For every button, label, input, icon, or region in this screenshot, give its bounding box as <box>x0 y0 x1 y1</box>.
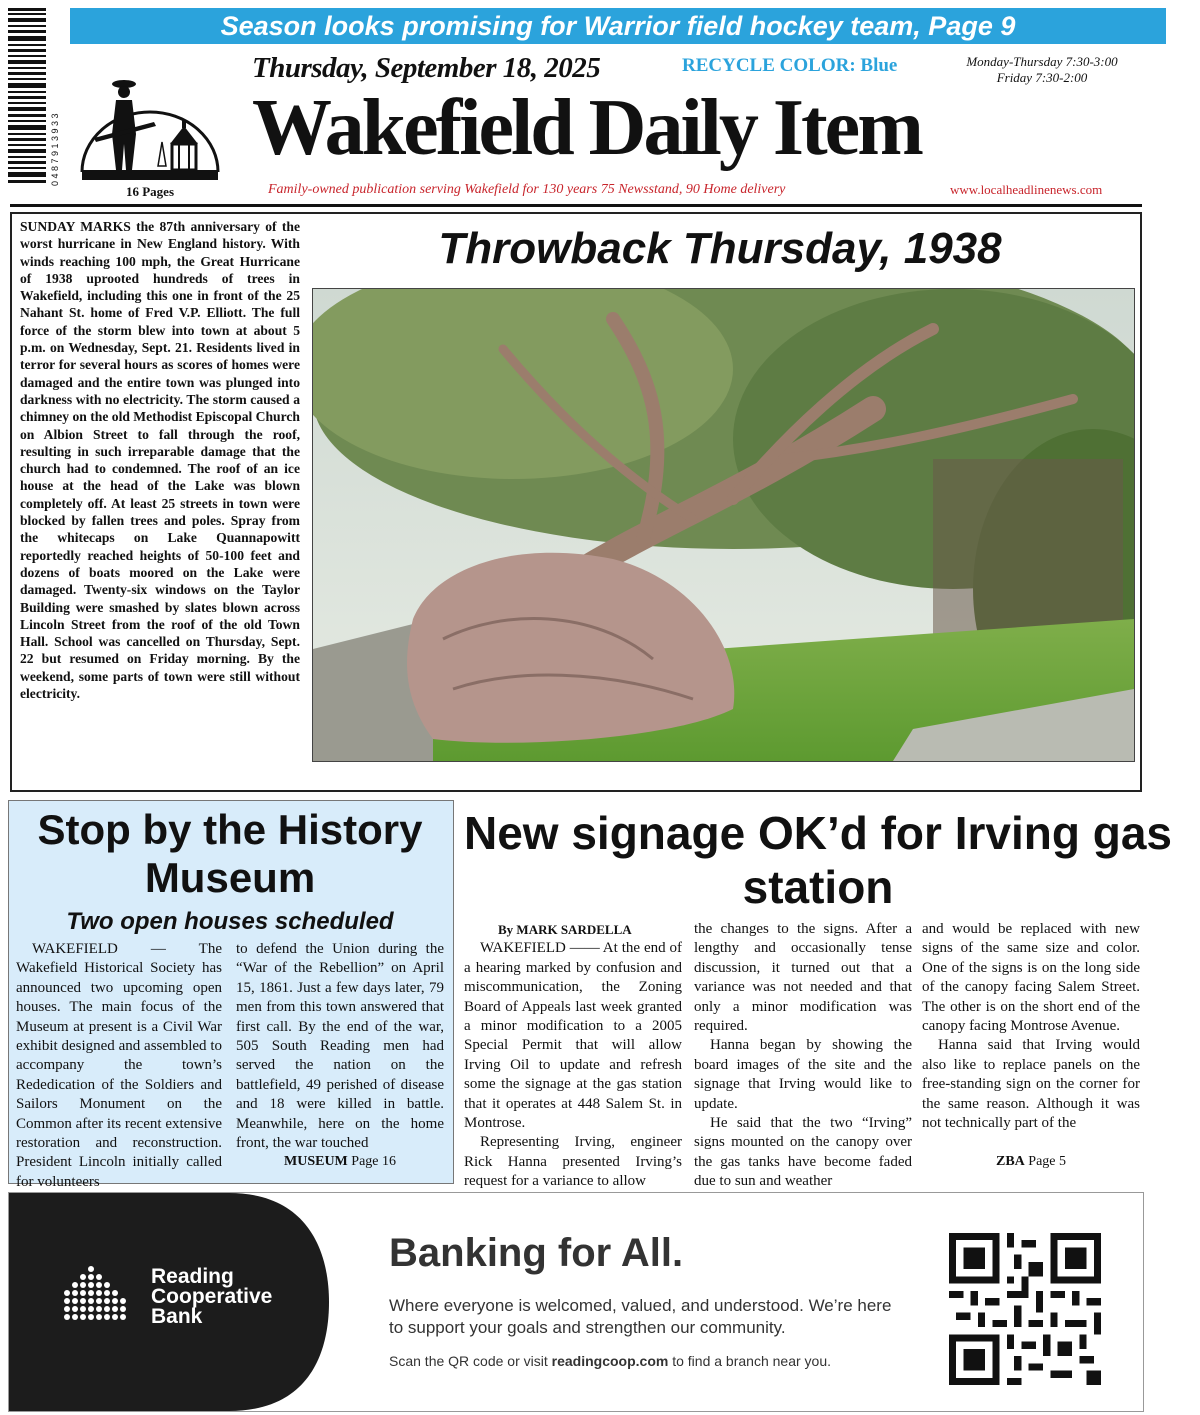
ad-url-link[interactable]: readingcoop.com <box>551 1353 669 1369</box>
signage-paragraph: He said that the two “Irving” signs mounted on the canopy over the gas tanks have become faded due to sun and weather <box>694 1115 912 1190</box>
cta-text: Scan the QR code or visit <box>389 1353 552 1369</box>
throwback-caption: SUNDAY MARKS the 87th anniversary of the worst hurricane in New England history. With winds reaching 100 mph, the Great Hurricane of 1938 uprooted hundreds of trees in Wakefield, including this one in front of the 25 Nahant St. home of Fred V.P. Elliott. The full force of the storm blew into town at about 5 p.m. on Wednesday, Sept. 21. Residents lived in terror for several hours as scores of homes were damaged and the entire town was plunged into darkness with no electricity. The storm caused a chimney on the old Methodist Episcopal Church on Albion Street to fall through the roof, resulting in such irreparable damage that the church had to condemned. The roof of an ice house at the head of the Lake was blown completely off. At least 25 streets in town were blocked by fallen trees and poles. Spray from the whitecaps on Lake Quannapowitt reportedly reached heights of 50-100 feet and dozens of boats moored on the Lake were damaged. Twenty-six windows on the Taylor Building were smashed by slates blown across Lincoln Street from the roof of the old Town Hall. School was cancelled on Thursday, Sept. 22 but resumed on Friday morning. By the weekend, some parts of town were still without electricity. <box>20 219 300 702</box>
signage-paragraph: Representing Irving, engineer Rick Hanna presented Irving’s request for a variance to allow <box>464 1134 682 1190</box>
fallen-tree-photo[interactable] <box>312 288 1135 762</box>
bank-name-line: Bank <box>151 1305 203 1328</box>
barcode <box>6 8 64 188</box>
signage-column-2 <box>694 920 912 1192</box>
bank-advertisement[interactable] <box>8 1192 1144 1412</box>
museum-column-2 <box>236 940 444 1153</box>
office-hours <box>942 54 1142 86</box>
website-link[interactable]: www.localheadlinenews.com <box>950 182 1103 197</box>
masthead-rule <box>10 204 1142 207</box>
hours-weekday: Monday-Thursday 7:30-3:00 <box>966 54 1118 69</box>
recycle-color: RECYCLE COLOR: Blue <box>682 55 898 76</box>
ad-headline: Banking for All. <box>389 1231 684 1275</box>
museum-subhead: Two open houses scheduled <box>66 908 394 935</box>
signage-jump-key: ZBA <box>995 1154 1025 1169</box>
signage-paragraph: the changes to the signs. After a lengthy and occasionally tense discussion, it turned out that a variance was not needed and that only a minor modification was required. <box>694 921 912 1035</box>
barcode-digits: 0 4 8 7 9 1 3 9 3 3 <box>50 113 60 186</box>
museum-paragraph: WAKEFIELD — The Wakefield Historical Society has announced two upcoming open houses. The main focus of the Museum at present is a Civil War exhibit designed and assembled to accompany the town’s Rededication of the Soldiers and Sailors Monument on the Common after its recent extensive restoration and reconstruction. President Lincoln initially called for volunteers <box>16 941 222 1190</box>
signage-jump[interactable] <box>922 1154 1140 1170</box>
museum-paragraph: to defend the Union during the “War of the Rebellion” on April 15, 1861. Just a few days later, 79 men from this town answered that first call. By the end of the war, 505 South Reading men had served the nation on the battlefield, 49 perished of disease and 18 were killed in battle. Meanwhile, here on the home front, the war touched <box>236 941 444 1152</box>
museum-headline[interactable]: Stop by the History Museum <box>37 806 423 901</box>
signage-paragraph: Hanna began by showing the board images of the site and the signage that Irving would like to update. <box>694 1037 912 1112</box>
museum-column-1 <box>16 940 222 1192</box>
signage-column-3 <box>922 920 1140 1133</box>
museum-jump-page: Page 16 <box>351 1154 396 1169</box>
bank-name-line: Reading <box>151 1265 234 1288</box>
signage-jump-page: Page 5 <box>1028 1154 1066 1169</box>
hours-friday: Friday 7:30-2:00 <box>996 70 1088 85</box>
minuteman-logo <box>74 54 226 188</box>
signage-paragraph: WAKEFIELD —— At the end of a hearing marked by confusion and miscommunication, the Zoning Board of Appeals last week granted a minor modification to a 2005 Special Permit that will allow Irving Oil to update and refresh some the signage at the gas station that it operates at 448 Salem St. in Montrose. <box>464 940 682 1132</box>
cta-text: to find a branch near you. <box>668 1353 831 1369</box>
throwback-headline[interactable]: Throwback Thursday, 1938 <box>438 224 1002 273</box>
qr-code-icon[interactable] <box>949 1233 1101 1385</box>
newspaper-title: Wakefield Daily Item <box>252 84 921 172</box>
ad-call-to-action <box>389 1353 831 1369</box>
page-count: 16 Pages <box>125 184 175 199</box>
museum-jump-key: MUSEUM <box>284 1154 348 1169</box>
ad-body: Where everyone is welcomed, valued, and understood. We’re here to support your goals and strengthen our community. <box>389 1296 892 1337</box>
byline: By MARK SARDELLA <box>498 922 632 937</box>
issue-date: Thursday, September 18, 2025 <box>252 52 601 84</box>
signage-paragraph: Hanna said that Irving would also like to replace panels on the free-standing sign on the corner for the same reason. Although it was not technically part of the <box>922 1037 1140 1132</box>
museum-jump[interactable] <box>236 1154 444 1170</box>
bank-name-line: Cooperative <box>151 1285 273 1308</box>
tagline: Family-owned publication serving Wakefield for 130 years 75 Newsstand, 90 Home delivery <box>268 182 786 197</box>
signage-headline[interactable]: New signage OK’d for Irving gas station <box>463 807 1172 913</box>
signage-column-1 <box>464 920 682 1192</box>
signage-paragraph: and would be replaced with new signs of the same size and color. One of the signs is on the long side of the canopy facing Salem Street. The other is on the short end of the canopy facing Montrose Avenue. <box>922 921 1140 1035</box>
top-banner[interactable]: Season looks promising for Warrior field hockey team, Page 9 <box>70 8 1166 44</box>
bank-name <box>151 1267 272 1327</box>
